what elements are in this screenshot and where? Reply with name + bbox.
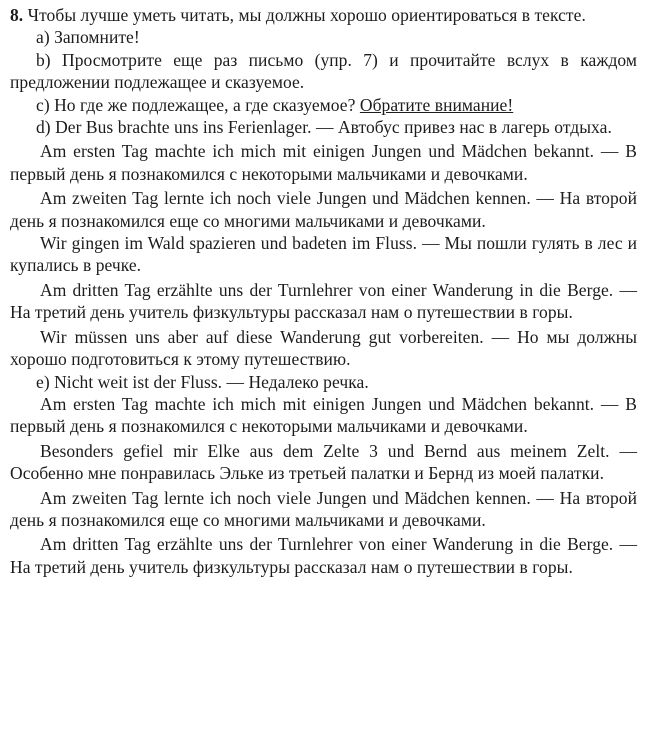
task-a-text: a) Запомните! <box>36 27 140 48</box>
paragraph-d-1: Am ersten Tag machte ich mich mit einigen Jungen und Mädchen bekannt. — В первый день я познакомился с некоторыми мальчиками и девочками. <box>10 141 637 184</box>
task-a <box>10 26 637 48</box>
paragraph-e-1: Am ersten Tag machte ich mich mit einigen Jungen und Mädchen bekannt. — В первый день я познакомился с некоторыми мальчиками и девочками. <box>10 393 637 437</box>
paragraph-e-3: Am zweiten Tag lernte ich noch viele Jungen und Mädchen kennen. — На второй день я познакомился еще со многими мальчиками и девочками. <box>10 487 637 530</box>
task-c-question: c) Но где же подлежащее, а где сказуемое? <box>36 94 356 115</box>
paragraph-d-3: Wir gingen im Wald spazieren und badeten im Fluss. — Мы пошли гулять в лес и купались в речке. <box>10 233 637 276</box>
paragraph-d-2: Am zweiten Tag lernte ich noch viele Jungen und Mädchen kennen. — На второй день я познакомился еще со многими мальчиками и девочками. <box>10 188 637 231</box>
paragraph-e-2: Besonders gefiel mir Elke aus dem Zelte 3 und Bernd aus meinem Zelt. — Особенно мне понравилась Эльке из третьей палатки и Бернд из моей палатки. <box>10 440 637 484</box>
exercise-intro: Чтобы лучше уметь читать, мы должны хорошо ориентироваться в тексте. <box>27 5 586 25</box>
task-b <box>10 49 637 94</box>
task-d <box>10 116 637 138</box>
paragraph-e-4: Am dritten Tag erzählte uns der Turnlehrer von einer Wanderung in die Berge. — На третий день учитель физкультуры рассказал нам о путешествии в горы. <box>10 534 637 577</box>
task-b-text: b) Просмотрите еще раз письмо (упр. 7) и прочитайте вслух в каждом предложении подлежащее и сказуемое. <box>10 49 637 93</box>
task-c <box>10 94 637 116</box>
exercise-number: 8. <box>10 5 24 25</box>
paragraph-d-5: Wir müssen uns aber auf diese Wanderung gut vorbereiten. — Но мы должны хорошо подготовиться к этому путешествию. <box>10 326 637 370</box>
task-c-note: Обратите внимание! <box>359 94 514 115</box>
paragraph-d-4: Am dritten Tag erzählte uns der Turnlehrer von einer Wanderung in die Berge. — На третий день учитель физкультуры рассказал нам о путешествии в горы. <box>10 279 637 323</box>
exercise-header <box>10 4 637 26</box>
task-e: e) Nicht weit ist der Fluss. — Недалеко речка. <box>36 371 369 392</box>
task-d-text: d) Der Bus brachte uns ins Ferienlager. — Автобус привез нас в лагерь отдыха. <box>36 117 612 138</box>
